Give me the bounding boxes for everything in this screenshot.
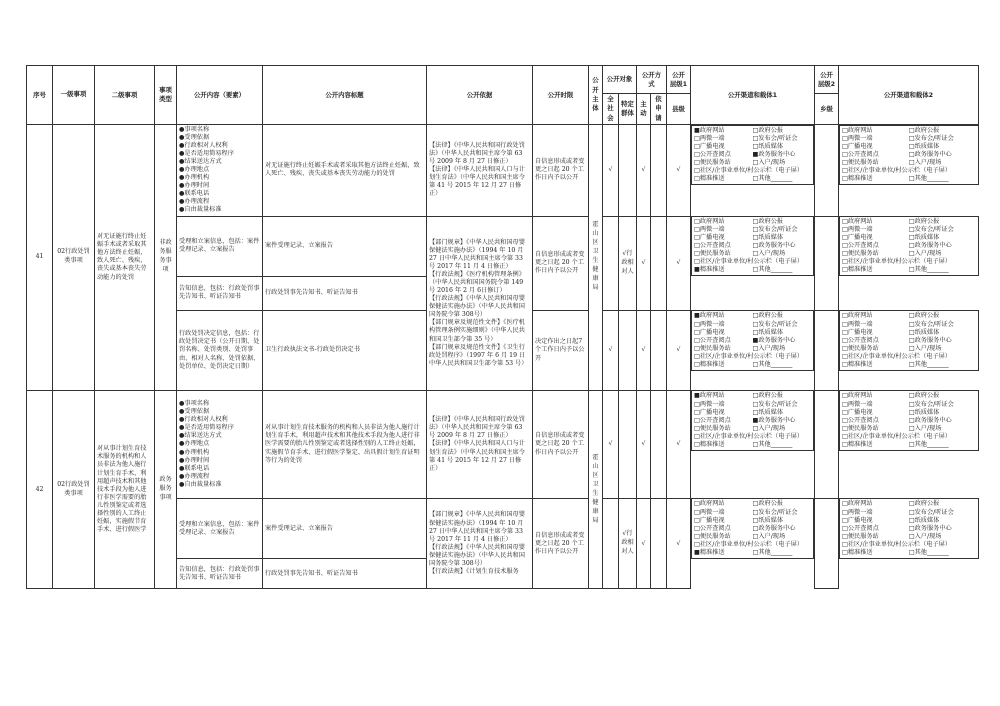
channel-option: □入户/现场 <box>752 159 786 167</box>
header-township: 乡级 <box>815 94 839 125</box>
header-method-active: 主动 <box>637 94 651 125</box>
target-specific-cell: √行政相对人 <box>619 498 637 588</box>
time-cell: 自信息形成或者变更之日起 20 个工作日内予以公开 <box>533 216 589 310</box>
content-cell: ●事项名称 ●受理依据 ●行政相对人权利 ●是否适用简易程序 ●结果送达方式 ●办理地点 ●办理机构 ●办理时间 ●联系电话 ●办理流程 ●自由裁量标准 <box>177 124 263 216</box>
channel-option: □发布会/听证会 <box>908 400 954 408</box>
channel-option: □入户/现场 <box>908 344 942 352</box>
channel-option: □精准推送 <box>694 175 725 183</box>
content-cell: 告知信息，包括：行政处罚事先告知书、听证告知书 <box>177 276 263 310</box>
channel-option: □政务服务中心 <box>752 242 796 250</box>
township-cell <box>815 390 839 498</box>
channel-option: □广播电视 <box>842 328 873 336</box>
channel-option: □社区/企事业单位/村公示栏（电子屏） <box>842 258 952 266</box>
header-type: 事项类型 <box>155 66 177 125</box>
channel-option: □政府公报 <box>908 126 940 134</box>
method-apply-cell <box>651 124 667 216</box>
header-method-apply: 依申请 <box>651 94 667 125</box>
channel-option: □政府网站 <box>694 218 725 226</box>
channel-option: □政府公报 <box>752 312 784 320</box>
channel-option: □发布会/听证会 <box>752 320 798 328</box>
channel-option: □政府网站 <box>842 218 873 226</box>
channel-option: □政务服务中心 <box>752 524 796 532</box>
header-level-group2: 公开层级2 <box>815 66 839 94</box>
method-active-cell: √ <box>637 390 651 498</box>
channel-option: □精准推送 <box>694 440 725 448</box>
title-cell: 案件受理记录、立案报告 <box>263 216 427 276</box>
channel1-cell <box>691 390 814 450</box>
channel-option: □公开查阅点 <box>694 336 731 344</box>
channel-option: ■政务服务中心 <box>752 336 796 344</box>
township-cell <box>815 310 839 390</box>
channel1-cell <box>691 216 814 276</box>
channel-option: □政务服务中心 <box>908 336 952 344</box>
channel-option: □便民服务站 <box>694 532 731 540</box>
township-cell <box>815 216 839 310</box>
channel-option: □社区/企事业单位/村公示栏（电子屏） <box>842 432 952 440</box>
channel-option: □政府公报 <box>908 312 940 320</box>
header-county: 县级 <box>667 94 691 125</box>
channel-option: □公开查阅点 <box>842 524 879 532</box>
channel-option: □社区/企事业单位/村公示栏（电子屏） <box>842 352 952 360</box>
channel-option: □公开查阅点 <box>842 336 879 344</box>
channel-option: □公开查阅点 <box>694 524 731 532</box>
channel-option: □政府网站 <box>842 126 873 134</box>
channel-option: □其他_______ <box>908 175 949 183</box>
channel-option: □政府公报 <box>908 218 940 226</box>
channel-option: □广播电视 <box>842 234 873 242</box>
channel-option: □政府公报 <box>908 500 940 508</box>
channel-option: □发布会/听证会 <box>752 400 798 408</box>
channel-option: □政务服务中心 <box>908 524 952 532</box>
channel-option: □纸质媒体 <box>908 408 940 416</box>
channel2-cell <box>839 498 979 558</box>
channel2-cell <box>839 125 979 185</box>
channel-option: □纸质媒体 <box>752 328 784 336</box>
channel-option: □其他_______ <box>908 440 949 448</box>
header-method: 公开方式 <box>637 66 667 94</box>
channel-option: □政府公报 <box>752 218 784 226</box>
channel-option: □广播电视 <box>842 142 873 150</box>
channel-option: □便民服务站 <box>842 424 879 432</box>
channel-option: □广播电视 <box>694 408 725 416</box>
channel-option: □便民服务站 <box>842 250 879 258</box>
channel-option: □便民服务站 <box>694 344 731 352</box>
header-seq: 序号 <box>27 66 53 125</box>
channel-option: □入户/现场 <box>752 344 786 352</box>
channel-option: □两微一端 <box>694 400 725 408</box>
header-target-specific: 特定群体 <box>619 94 637 125</box>
target-all-cell: √ <box>603 310 619 390</box>
method-apply-cell <box>651 498 667 588</box>
channel-option: □精准推送 <box>842 266 873 274</box>
item-seq: 41 <box>27 124 53 390</box>
channel-option: □便民服务站 <box>842 159 879 167</box>
channel-option: □其他_______ <box>752 360 793 368</box>
channel-option: □政务服务中心 <box>908 416 952 424</box>
target-specific-cell <box>619 124 637 216</box>
township-cell <box>815 498 839 588</box>
channel-option: □政府网站 <box>842 392 873 400</box>
channel-option: □两微一端 <box>842 134 873 142</box>
content-cell: 行政处罚决定信息，包括：行政处罚决定书（公开日期、处罚名称、处罚类别、处罚事由、相对人名称、处罚依据、处罚单位、处罚决定日期） <box>177 310 263 390</box>
item-level2: 对从事计划生育技术服务的机构和人员非法为他人施行计划生育手术，利用超声技术和其他技术手段为他人进行非医学需要的胎儿性别鉴定或者选择性别的人工终止妊娠，实施假节育手术、进行假医学 <box>95 390 155 588</box>
target-all-cell <box>603 216 619 310</box>
channel-option: □纸质媒体 <box>752 408 784 416</box>
item-level1: 02行政处罚类事项 <box>53 124 95 390</box>
channel-option: □纸质媒体 <box>908 516 940 524</box>
header-title: 公开内容标题 <box>263 66 427 125</box>
method-active-cell: √ <box>637 124 651 216</box>
time-cell: 自信息形成或者变更之日起 20 个工作日内予以公开 <box>533 390 589 498</box>
channel-option: □入户/现场 <box>752 424 786 432</box>
item-type: 政务服务事项 <box>155 390 177 588</box>
channel-option: □其他_______ <box>908 266 949 274</box>
header-level2: 二级事项 <box>95 66 155 125</box>
channel-option: □两微一端 <box>694 508 725 516</box>
header-level-group1: 公开层级1 <box>667 66 691 94</box>
channel-option: □精准推送 <box>842 175 873 183</box>
channel-option: □纸质媒体 <box>908 328 940 336</box>
channel-option: □便民服务站 <box>694 159 731 167</box>
header-channel1: 公开渠道和载体1 <box>691 66 815 125</box>
channel-option: □社区/企事业单位/村公示栏（电子屏） <box>694 540 804 548</box>
channel-option: □广播电视 <box>842 516 873 524</box>
channel-option: □两微一端 <box>694 320 725 328</box>
township-cell <box>815 124 839 216</box>
channel-option: □广播电视 <box>694 328 725 336</box>
county-cell: √ <box>667 310 691 390</box>
header-level1: 一级事项 <box>53 66 95 125</box>
channel-option: □其他_______ <box>752 548 793 556</box>
channel-option: □入户/现场 <box>752 532 786 540</box>
county-cell: √ <box>667 390 691 498</box>
title-cell: 卫生行政执法文书-行政处罚决定书 <box>263 310 427 390</box>
item-type: 非政务服务事项 <box>155 124 177 390</box>
target-all-cell: √ <box>603 390 619 498</box>
disclosure-table <box>26 65 979 589</box>
channel-option: □政府网站 <box>694 500 725 508</box>
channel-option: □两微一端 <box>842 400 873 408</box>
target-all-cell <box>603 498 619 588</box>
channel-option: □社区/企事业单位/村公示栏（电子屏） <box>694 432 804 440</box>
channel-option: □其他_______ <box>752 175 793 183</box>
channel-option: □发布会/听证会 <box>752 226 798 234</box>
channel-option: □其他_______ <box>752 440 793 448</box>
method-active-cell: √ <box>637 216 651 310</box>
header-target: 公开对象 <box>603 66 637 94</box>
item-seq: 42 <box>27 390 53 588</box>
channel-option: □发布会/听证会 <box>752 134 798 142</box>
channel-option: □精准推送 <box>842 360 873 368</box>
channel-option: ■政务服务中心 <box>752 151 796 159</box>
basis-cell: 【法律】《中华人民共和国行政处罚法》（中华人民共和国主席令第 63 号 2009 年 8 月 27 日修正） 【法律】《中华人民共和国人口与计划生育法》（中华人民共和国主席令第 41 号 2015 年 12 月 27 日修正） <box>427 124 533 216</box>
method-apply-cell <box>651 390 667 498</box>
header-content: 公开内容（要素） <box>177 66 263 125</box>
channel-option: □公开查阅点 <box>694 242 731 250</box>
item-level2: 对无证施行终止妊娠手术或者采取其他方法终止妊娠，致人死亡、残疾、丧失或基本丧失劳动能力的处罚 <box>95 124 155 390</box>
target-specific-cell <box>619 390 637 498</box>
channel-option: ■精准推送 <box>694 548 725 556</box>
channel-option: □广播电视 <box>694 142 725 150</box>
basis-cell: 【部门规章】《中华人民共和国母婴保健法实施办法》（1994 年 10 月 27 日中华人民共和国主席令第 33 号 2017 年 11 月 4 日修正） 【行政法规】《医疗机构管理条例》（中华人民共和国国务院令第 149 号 2016 年 2 月 6日修订） 【行政法规】《中华人民共和国母婴保健法实施办法》（中华人民共和国国务院令第 308号） 【部门规章及规范性文件】《医疗机构管理条例实施细则》（中华人民共和国卫生部令第 35 号） 【部门规章及规范性文件】《卫生行政处罚程序》（1997 年 6 月 19 日中华人民共和国卫生部令第 53 号） <box>427 216 533 390</box>
channel-option: □两微一端 <box>842 508 873 516</box>
method-apply-cell <box>651 216 667 310</box>
channel-option: ■政府网站 <box>694 126 725 134</box>
header-basis: 公开依据 <box>427 66 533 125</box>
channel-option: □发布会/听证会 <box>752 508 798 516</box>
time-cell: 决定作出之日起7个工作日内予以公开 <box>533 310 589 390</box>
channel-option: □政府网站 <box>842 500 873 508</box>
channel-option: □便民服务站 <box>842 532 879 540</box>
channel-option: □社区/企事业单位/村公示栏（电子屏） <box>694 352 804 360</box>
channel2-cell <box>839 216 979 276</box>
channel-option: □政务服务中心 <box>908 242 952 250</box>
item-level1: 02行政处罚类事项 <box>53 390 95 588</box>
channel-option: □纸质媒体 <box>908 234 940 242</box>
channel-option: □发布会/听证会 <box>908 226 954 234</box>
channel-option: ■政府网站 <box>694 312 725 320</box>
header-time: 公开时限 <box>533 66 589 125</box>
channel-option: □两微一端 <box>694 134 725 142</box>
channel-option: ■政务服务中心 <box>752 416 796 424</box>
channel2-cell <box>839 310 979 370</box>
channel-option: □便民服务站 <box>694 424 731 432</box>
channel-option: □社区/企事业单位/村公示栏（电子屏） <box>842 540 952 548</box>
channel-option: □政府公报 <box>752 126 784 134</box>
channel-option: □便民服务站 <box>694 250 731 258</box>
channel-option: □其他_______ <box>908 548 949 556</box>
channel-option: □公开查阅点 <box>842 416 879 424</box>
item-subject: 霍山区卫生健康局 <box>589 390 603 588</box>
channel-option: □社区/企事业单位/村公示栏（电子屏） <box>694 167 804 175</box>
channel-option: □公开查阅点 <box>842 151 879 159</box>
channel-option: ■政府网站 <box>694 392 725 400</box>
item-subject: 霍山区卫生健康局 <box>589 124 603 390</box>
channel-option: □两微一端 <box>694 226 725 234</box>
channel-option: □广播电视 <box>842 408 873 416</box>
title-cell: 行政处罚事先告知书、听证告知书 <box>263 276 427 310</box>
method-apply-cell <box>651 310 667 390</box>
method-active-cell: √ <box>637 310 651 390</box>
header-subject: 公开主体 <box>589 66 603 125</box>
channel-option: □入户/现场 <box>908 159 942 167</box>
channel-option: □发布会/听证会 <box>908 508 954 516</box>
channel-option: □入户/现场 <box>752 250 786 258</box>
title-cell: 对从事计划生育技术服务的机构和人员非法为他人施行计划生育手术，利用超声技术和其他技术手段为他人进行非医学需要的胎儿性别鉴定或者选择性别的人工终止妊娠，实施假节育手术、进行假医学鉴定、出具假计划生育证明等行为的处罚 <box>263 390 427 498</box>
channel1-cell <box>691 498 814 558</box>
content-cell: 受理和立案信息，包括：案件受理记录、立案报告 <box>177 216 263 276</box>
header-target-all: 全社会 <box>603 94 619 125</box>
channel-option: □便民服务站 <box>842 344 879 352</box>
channel-option: □政府公报 <box>752 392 784 400</box>
channel2-cell <box>839 390 979 450</box>
time-cell: 自信息形成或者变更之日起 20 个工作日内予以公开 <box>533 124 589 216</box>
county-cell: √ <box>667 124 691 216</box>
time-cell: 自信息形成或者变更之日起 20 个工作日内予以公开 <box>533 498 589 588</box>
channel-option: □广播电视 <box>694 234 725 242</box>
channel-option: □纸质媒体 <box>908 142 940 150</box>
channel-option: □两微一端 <box>842 226 873 234</box>
basis-cell: 【法律】《中华人民共和国行政处罚法》（中华人民共和国主席令第 63 号 2009 年 8 月 27 日修正） 【法律】《中华人民共和国人口与计划生育法》（中华人民共和国主席令第 41 号 2015 年 12 月 27 日修正） <box>427 390 533 498</box>
channel-option: □公开查阅点 <box>694 416 731 424</box>
channel-option: □其他_______ <box>752 266 793 274</box>
content-cell: 受理和立案信息，包括：案件受理记录、立案报告 <box>177 498 263 558</box>
channel-option: □其他_______ <box>908 360 949 368</box>
channel1-cell <box>691 310 814 370</box>
target-specific-cell: √行政相对人 <box>619 216 637 310</box>
channel-option: □纸质媒体 <box>752 234 784 242</box>
channel-option: □公开查阅点 <box>694 151 731 159</box>
county-cell: √ <box>667 216 691 310</box>
title-cell: 案件受理记录、立案报告 <box>263 498 427 558</box>
header-channel2: 公开渠道和载体2 <box>839 66 979 125</box>
channel-option: □政府公报 <box>908 392 940 400</box>
county-cell: √ <box>667 498 691 588</box>
channel-option: □精准推送 <box>694 360 725 368</box>
channel-option: □精准推送 <box>842 548 873 556</box>
channel-option: □发布会/听证会 <box>908 134 954 142</box>
basis-cell: 【部门规章】《中华人民共和国母婴保健法实施办法》（1994 年 10 月 27 日中华人民共和国主席令第 33 号 2017 年 11 月 4 日修正） 【行政法规】《中华人民共和国母婴保健法实施办法》（中华人民共和国国务院令第 308号） 【行政法规】《计划生育技术服务 <box>427 498 533 588</box>
channel-option: □公开查阅点 <box>842 242 879 250</box>
channel-option: □发布会/听证会 <box>908 320 954 328</box>
method-active-cell: √ <box>637 498 651 588</box>
channel-option: □广播电视 <box>694 516 725 524</box>
channel-option: □社区/企事业单位/村公示栏（电子屏） <box>842 167 952 175</box>
channel-option: □政府网站 <box>842 312 873 320</box>
channel-option: □纸质媒体 <box>752 142 784 150</box>
channel1-cell <box>691 125 814 185</box>
target-all-cell: √ <box>603 124 619 216</box>
channel-option: □纸质媒体 <box>752 516 784 524</box>
channel-option: □政务服务中心 <box>908 151 952 159</box>
target-specific-cell <box>619 310 637 390</box>
title-cell: 对无证施行终止妊娠手术或者采取其他方法终止妊娠，致人死亡、残疾、丧失或基本丧失劳动能力的处罚 <box>263 124 427 216</box>
channel-option: □社区/企事业单位/村公示栏（电子屏） <box>694 258 804 266</box>
channel-option: □精准推送 <box>842 440 873 448</box>
channel-option: □入户/现场 <box>908 532 942 540</box>
channel-option: ■精准推送 <box>694 266 725 274</box>
channel-option: □两微一端 <box>842 320 873 328</box>
title-cell: 行政处罚事先告知书、听证告知书 <box>263 559 427 589</box>
content-cell: ●事项名称 ●受理依据 ●行政相对人权利 ●是否适用简易程序 ●结果送达方式 ●办理地点 ●办理机构 ●办理时间 ●联系电话 ●办理流程 ●自由裁量标准 <box>177 390 263 498</box>
channel-option: □政府公报 <box>752 500 784 508</box>
channel-option: □入户/现场 <box>908 424 942 432</box>
channel-option: □入户/现场 <box>908 250 942 258</box>
content-cell: 告知信息，包括：行政处罚事先告知书、听证告知书 <box>177 559 263 589</box>
